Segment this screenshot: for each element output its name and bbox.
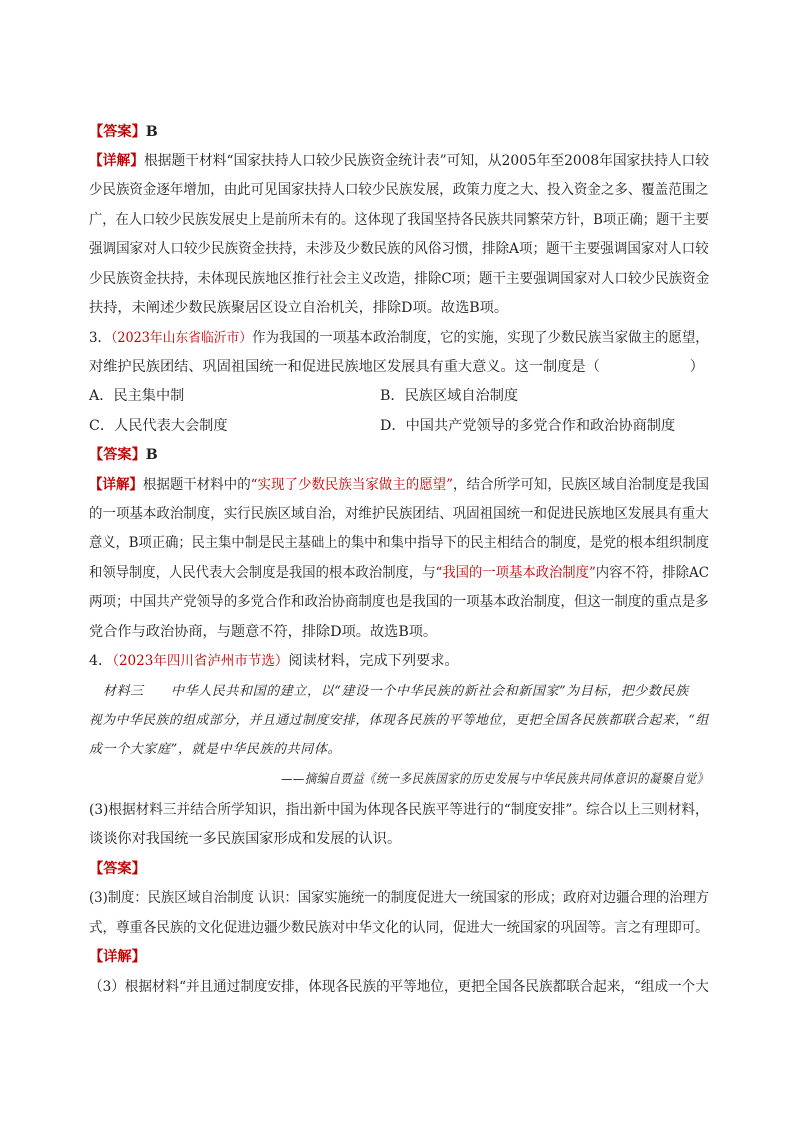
q4-stem — [89, 651, 459, 671]
material-line: 材料三 中华人民共和国的建立，以“建设一个中华民族的新社会和新国家”为目标，把少数民族 — [103, 684, 689, 699]
answer-tag: 【答案】 — [89, 447, 146, 463]
question-text: 作为我国的一项基本政治制度，它的实施，实现了少数民族当家做主的愿望， — [252, 330, 709, 346]
detail-text: 内容不符，排除AC — [595, 565, 709, 581]
question-bracket: ） — [689, 359, 704, 375]
question-source: （2023年山东省临沂市） — [110, 330, 253, 346]
question-source: （2023年四川省泸州市节选） — [112, 653, 289, 669]
q3-detail-line: 的一项基本政治制度，实行民族区域自治，对维护民族团结、巩固祖国统一和促进民族地区发展具有重大 — [89, 506, 709, 522]
option-d: D．中国共产党领导的多党合作和政治协商制度 — [380, 418, 676, 434]
material-line: 视为中华民族的组成部分，并且通过制度安排，体现各民族的平等地位，更把全国各民族都联合起来，“组 — [89, 713, 709, 728]
q2-detail-line: 强调国家对人口较少民族资金扶持，未涉及少数民族的风俗习惯，排除A项；题干主要强调国家对人口较 — [89, 241, 709, 257]
detail-tag: 【详解】 — [89, 477, 143, 493]
q2-detail-line: 少民族资金逐年增加，由此可见国家扶持人口较少民族发展，政策力度之大、投入资金之多、覆盖范围之 — [89, 182, 709, 198]
material-citation: ——摘编自贾益《统一多民族国家的历史发展与中华民族共同体意识的凝聚自觉》 — [281, 772, 709, 787]
q3-detail-line: 两项；中国共产党领导的多党合作和政治协商制度也是我国的一项基本政治制度，但这一制度的重点是多 — [89, 594, 709, 610]
q3-detail-line — [89, 475, 709, 495]
detail-text: 根据题干材料“国家扶持人口较少民族资金统计表”可知，从2005年至2008年国家扶持人口较 — [143, 153, 710, 169]
q2-detail-line: 广，在人口较少民族发展史上是前所未有的。这体现了我国坚持各民族共同繁荣方针，B项正确；题干主要 — [89, 212, 710, 228]
q4-question-line: (3)根据材料三并结合所学知识，指出新中国为体现各民族平等进行的“制度安排”。综合以上三则材料， — [89, 802, 709, 818]
q4-answer-tag — [89, 859, 146, 879]
detail-tag: 【详解】 — [89, 153, 144, 169]
detail-quote: “实现了少数民族当家做主的愿望” — [250, 477, 454, 493]
detail-tag: 【详解】 — [89, 949, 146, 965]
q3-detail-line — [89, 563, 709, 583]
q2-detail-line — [89, 151, 709, 171]
detail-text: 根据题干材料中的 — [142, 477, 251, 493]
q3-stem — [89, 328, 709, 348]
q3-answer — [89, 445, 158, 465]
detail-quote: “我国的一项基本政治制度” — [435, 565, 596, 581]
q4-answer-line: (3)制度：民族区域自治制度 认识：国家实施统一的制度促进大一统国家的形成；政府对边疆合理的治理方 — [89, 890, 710, 906]
q3-detail-line: 党合作与政治协商，与题意不符，排除D项。故选B项。 — [89, 624, 438, 640]
q4-detail-line: （3）根据材料“并且通过制度安排，体现各民族的平等地位，更把全国各民族都联合起来，“组成一个大 — [89, 979, 709, 995]
question-number: 3． — [89, 330, 111, 346]
detail-text: 和领导制度，人民代表大会制度是我国的根本政治制度，与 — [89, 565, 436, 581]
question-text: 对维护民族团结、巩固祖国统一和促进民族地区发展具有重大意义。这一制度是（ — [89, 359, 600, 375]
question-number: 4． — [89, 653, 113, 669]
option-b: B．民族区域自治制度 — [380, 388, 519, 404]
q3-stem-line2 — [89, 357, 704, 377]
option-a: A．民主集中制 — [89, 388, 185, 404]
answer-value: B — [145, 124, 158, 140]
question-text: 阅读材料，完成下列要求。 — [288, 653, 459, 669]
detail-text: ，结合所学可知，民族区域自治制度是我国 — [453, 477, 709, 493]
q4-question-line: 谈谈你对我国统一多民族国家形成和发展的认识。 — [89, 831, 402, 847]
answer-tag: 【答案】 — [89, 124, 146, 140]
q2-detail-line: 扶持，未阐述少数民族聚居区设立自治机关，排除D项。故选B项。 — [89, 300, 509, 316]
option-c: C．人民代表大会制度 — [89, 418, 228, 434]
material-line: 成一个大家庭”，就是中华民族的共同体。 — [89, 742, 342, 757]
q2-detail-line: 少民族资金扶持，未体现民族地区推行社会主义改造，排除C项；题干主要强调国家对人口较少民族资金 — [89, 271, 710, 287]
answer-value: B — [145, 447, 158, 463]
q2-answer — [89, 122, 158, 142]
q4-answer-line: 式，尊重各民族的文化促进边疆少数民族对中华文化的认同，促进大一统国家的巩固等。言之有理即可。 — [89, 920, 709, 936]
q4-detail-tag — [89, 947, 146, 967]
answer-tag: 【答案】 — [89, 861, 146, 877]
q3-detail-line: 意义，B项正确；民主集中制是民主基础上的集中和集中指导下的民主相结合的制度，是党的根本组织制度 — [89, 535, 710, 551]
